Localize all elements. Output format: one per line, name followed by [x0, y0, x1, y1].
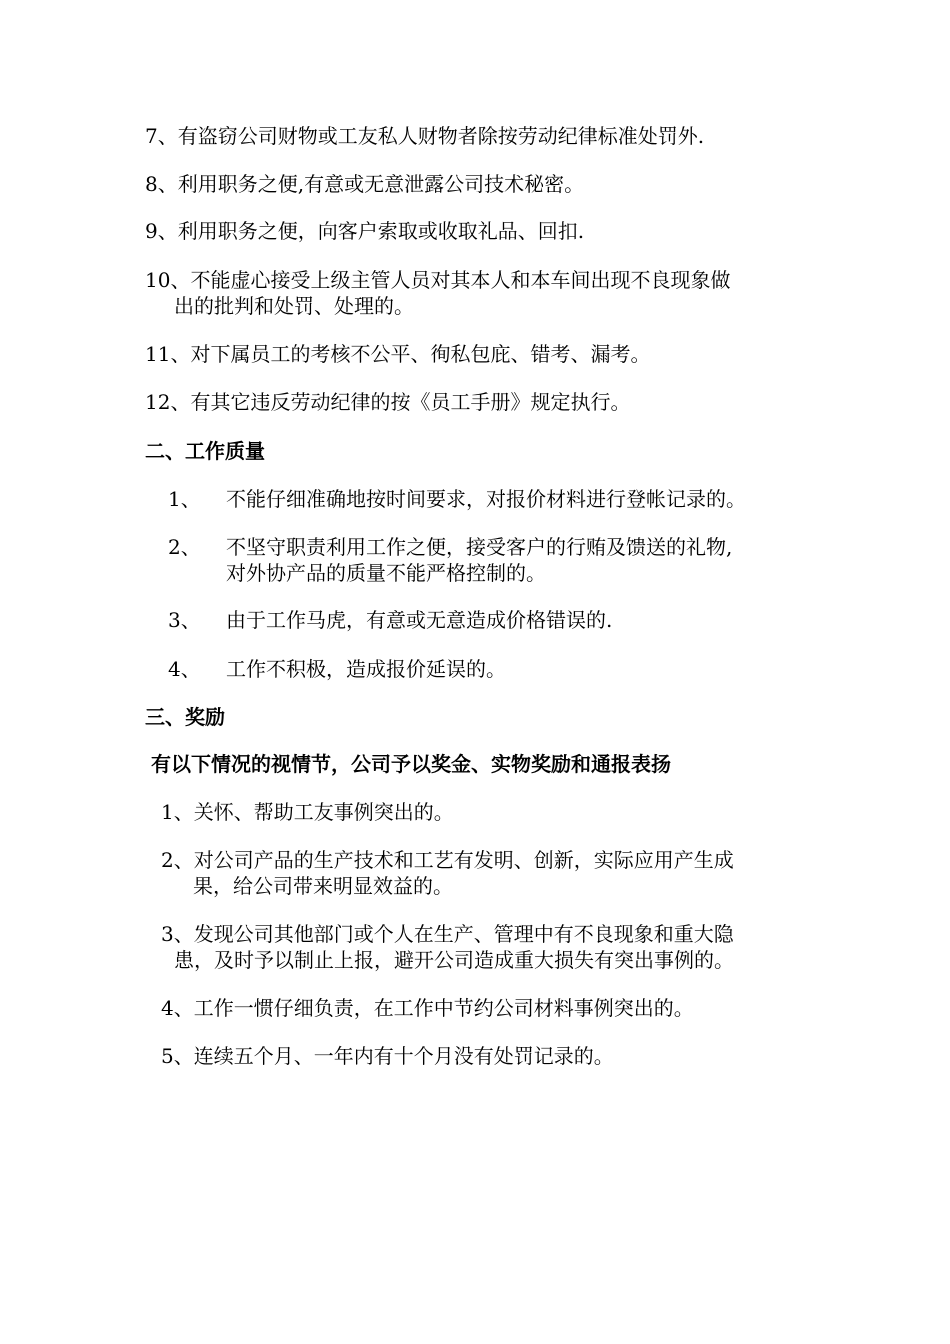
- list-item-10-line1: 10、不能虚心接受上级主管人员对其本人和本车间出现不良现象做: [145, 268, 731, 292]
- quality-item-2-number: 2、: [168, 535, 201, 559]
- quality-item-2-line1: 不坚守职责利用工作之便，接受客户的行贿及馈送的礼物,: [226, 535, 733, 559]
- quality-item-2-line2: 对外协产品的质量不能严格控制的。: [226, 561, 546, 585]
- rewards-intro: 有以下情况的视情节，公司予以奖金、实物奖励和通报表扬: [151, 752, 671, 776]
- quality-item-1: 不能仔细准确地按时间要求，对报价材料进行登帐记录的。: [226, 487, 746, 511]
- reward-item-5: 5、连续五个月、一年内有十个月没有处罚记录的。: [161, 1044, 614, 1068]
- list-item-9: 9、利用职务之便，向客户索取或收取礼品、回扣.: [145, 219, 585, 243]
- reward-item-4: 4、工作一惯仔细负责，在工作中节约公司材料事例突出的。: [161, 996, 694, 1020]
- reward-item-2-line2: 果，给公司带来明显效益的。: [193, 874, 453, 898]
- quality-item-4-number: 4、: [168, 657, 201, 681]
- quality-item-3: 由于工作马虎，有意或无意造成价格错误的.: [226, 608, 613, 632]
- list-item-8: 8、利用职务之便,有意或无意泄露公司技术秘密。: [145, 172, 585, 196]
- reward-item-2-line1: 2、对公司产品的生产技术和工艺有发明、创新，实际应用产生成: [161, 848, 734, 872]
- list-item-10-line2: 出的批判和处罚、处理的。: [174, 294, 414, 318]
- list-item-7: 7、有盗窃公司财物或工友私人财物者除按劳动纪律标准处罚外.: [145, 124, 705, 148]
- reward-item-1: 1、关怀、帮助工友事例突出的。: [161, 800, 454, 824]
- quality-item-4: 工作不积极，造成报价延误的。: [226, 657, 506, 681]
- reward-item-3-line2: 患，及时予以制止上报，避开公司造成重大损失有突出事例的。: [174, 948, 734, 972]
- quality-item-1-number: 1、: [168, 487, 201, 511]
- list-item-11: 11、对下属员工的考核不公平、徇私包庇、错考、漏考。: [145, 342, 651, 366]
- list-item-12: 12、有其它违反劳动纪律的按《员工手册》规定执行。: [145, 390, 631, 414]
- quality-item-3-number: 3、: [168, 608, 201, 632]
- section-heading-work-quality: 二、工作质量: [145, 439, 265, 463]
- section-heading-rewards: 三、奖励: [145, 705, 225, 729]
- reward-item-3-line1: 3、发现公司其他部门或个人在生产、管理中有不良现象和重大隐: [161, 922, 734, 946]
